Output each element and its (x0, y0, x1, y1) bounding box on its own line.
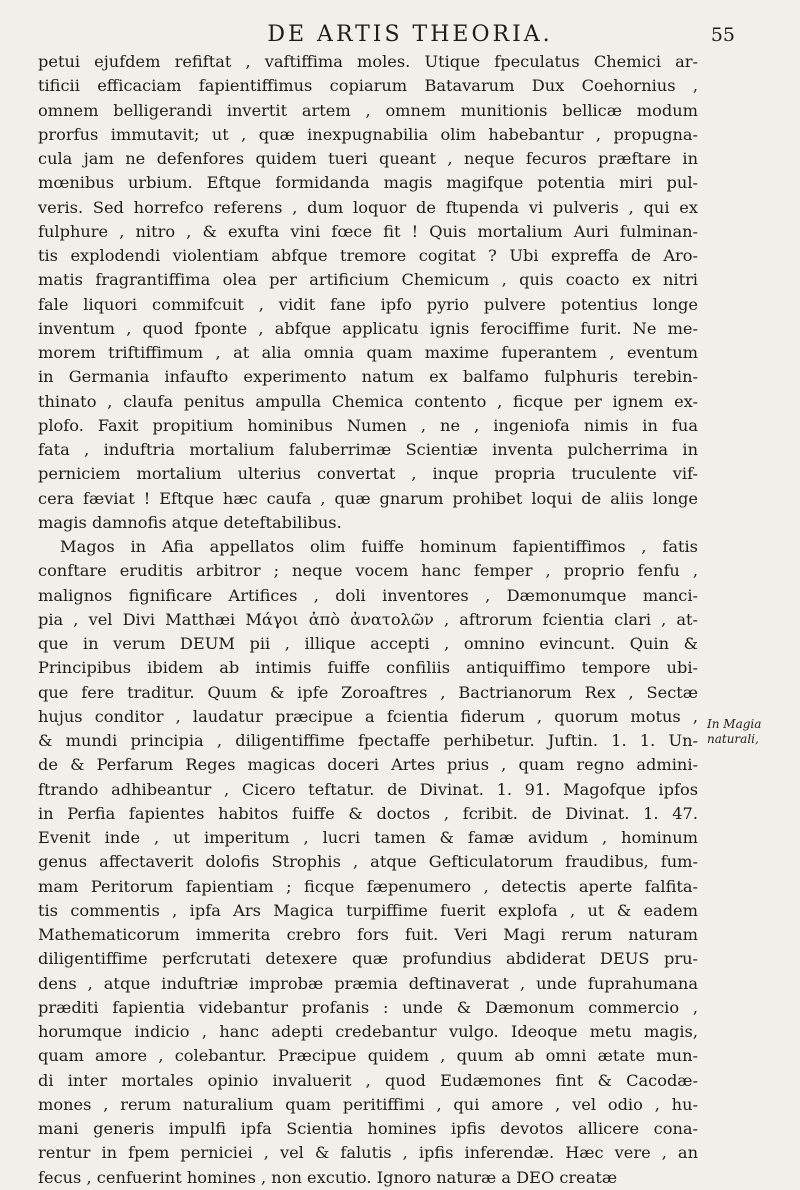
text-line: quam amore , colebantur. Præcipue quidem , quum ab omni ætate mun- (38, 1046, 698, 1066)
text-line: in Germania infaufto experimento natum ex balfamo fulphuris terebin- (38, 367, 698, 387)
text-line: fata , induftria mortalium faluberrimæ Scientiæ inventa pulcherrima in (38, 440, 698, 459)
text-line: matis fragrantiffima olea per artificium Chemicum , quis coacto ex nitri (38, 270, 698, 290)
text-line: inventum , quod fponte , abfque applicatu ignis ferociffime furit. Ne me- (38, 318, 698, 338)
text-line: perniciem mortalium ulterius convertat , inque propria truculente vif- (38, 464, 698, 484)
text-line: in Perfia fapientes habitos fuiffe & doctos , fcribit. de Divinat. 1. 47. (38, 803, 698, 823)
text-line: que in verum DEUM pii , illique accepti , omnino evincunt. Quin & (38, 634, 698, 653)
text-line: que fere traditur. Quum & ipfe Zoroaftres , Bactrianorum Rex , Sectæ (38, 682, 698, 702)
text-line: di inter mortales opinio invaluerit , quod Eudæmones fint & Cacodæ- (38, 1070, 698, 1090)
text-line: mani generis impulfi ipfa Scientia homines ipfis devotos allicere cona- (38, 1119, 698, 1138)
text-line: fulphure , nitro , & exufta vini fœce fit ! Quis mortalium Auri fulminan- (38, 221, 698, 241)
text-line: & mundi principia , diligentiffime fpectaffe perhibetur. Juftin. 1. 1. Un- (38, 731, 698, 750)
text-line: plofo. Faxit propitium hominibus Numen , ne , ingeniofa nimis in fua (38, 415, 698, 435)
text-line: mones , rerum naturalium quam peritiffimi , qui amore , vel odio , hu- (38, 1094, 698, 1114)
text-line: magis damnofis atque deteftabilibus. (38, 512, 342, 532)
text-line: thinato , claufa penitus ampulla Chemica contento , ficque per ignem ex- (38, 391, 698, 411)
page-number: 55 (710, 24, 735, 46)
margin-note: In Magia naturali, (707, 717, 762, 746)
text-line: omnem belligerandi invertit artem , omnem munitionis bellicæ modum (38, 100, 698, 120)
text-line: cula jam ne defenfores quidem tueri queant , neque fecuros præftare in (38, 149, 698, 168)
body-text (38, 50, 698, 1190)
text-line: morem triftiffimum , at alia omnia quam maxime fuperantem , eventum (38, 343, 698, 362)
text-line: rentur in fpem perniciei , vel & falutis , ipfis inferendæ. Hæc vere , an (38, 1143, 698, 1163)
text-line: fecus , cenfuerint homines , non excutio. Ignoro naturæ a DEO creatæ (38, 1167, 618, 1187)
text-line: mam Peritorum fapientiam ; ficque fæpenumero , detectis aperte falfita- (38, 876, 698, 896)
text-line: hujus conditor , laudatur præcipue a fcientia fiderum , quorum motus , (38, 706, 698, 726)
text-line: malignos fignificare Artifices , doli inventores , Dæmonumque manci- (38, 585, 698, 605)
text-line: ftrando adhibeantur , Cicero teftatur. de Divinat. 1. 91. Magofque ipfos (38, 779, 698, 799)
text-line: prorfus immutavit; ut , quæ inexpugnabilia olim habebantur , propugna- (38, 124, 698, 144)
text-line: tis explodendi violentiam abfque tremore cogitat ? Ubi expreffa de Aro- (38, 246, 698, 265)
text-line: conftare eruditis arbitror ; neque vocem hanc femper , proprio fenfu , (38, 561, 698, 581)
text-line: cera fæviat ! Eftque hæc caufa , quæ gnarum prohibet loqui de aliis longe (38, 488, 698, 508)
text-line: fale liquori commifcuit , vidit fane ipfo pyrio pulvere potentius longe (38, 294, 698, 314)
page-header (85, 20, 735, 50)
text-line: Magos in Afia appellatos olim fuiffe hominum fapientiffimos , fatis (60, 537, 698, 556)
text-line: genus affectaverit dolofis Strophis , atque Gefticulatorum fraudibus, fum- (38, 852, 698, 872)
text-line: tificii efficaciam fapientiffimus copiarum Batavarum Dux Coehornius , (38, 76, 698, 96)
text-line: de & Perfarum Reges magicas doceri Artes prius , quam regno admini- (38, 755, 698, 775)
text-line: præditi fapientia videbantur profanis : unde & Dæmonum commercio , (38, 997, 698, 1017)
text-line: Evenit inde , ut imperitum , lucri tamen & famæ avidum , hominum (38, 828, 698, 847)
text-line: horumque indicio , hanc adepti credebantur vulgo. Ideoque metu magis, (38, 1022, 698, 1041)
text-line: Mathematicorum immerita crebro fors fuit. Veri Magi rerum naturam (38, 925, 698, 944)
text-line: dens , atque induftriæ improbæ præmia deftinaverat , unde fuprahumana (38, 973, 698, 993)
text-line: veris. Sed horrefco referens , dum loquor de ftupenda vi pulveris , qui ex (38, 197, 698, 217)
text-line: petui ejufdem refiftat , vaftiffima moles. Utique fpeculatus Chemici ar- (38, 52, 698, 71)
running-title: DE ARTIS THEORIA. (267, 22, 553, 47)
text-line: Principibus ibidem ab intimis fuiffe confiliis antiquiffimo tempore ubi- (38, 658, 698, 678)
text-line: tis commentis , ipfa Ars Magica turpiffime fuerit explofa , ut & eadem (38, 900, 698, 920)
text-line: mœnibus urbium. Eftque formidanda magis magifque potentia miri pul- (38, 173, 698, 193)
text-line: pia , vel Divi Matthæi Μάγοι ἀπὸ ἀνατολῶν , aftrorum fcientia clari , at- (38, 609, 698, 629)
text-line: diligentiffime perfcrutati detexere quæ profundius abdiderat DEUS pru- (38, 949, 698, 969)
